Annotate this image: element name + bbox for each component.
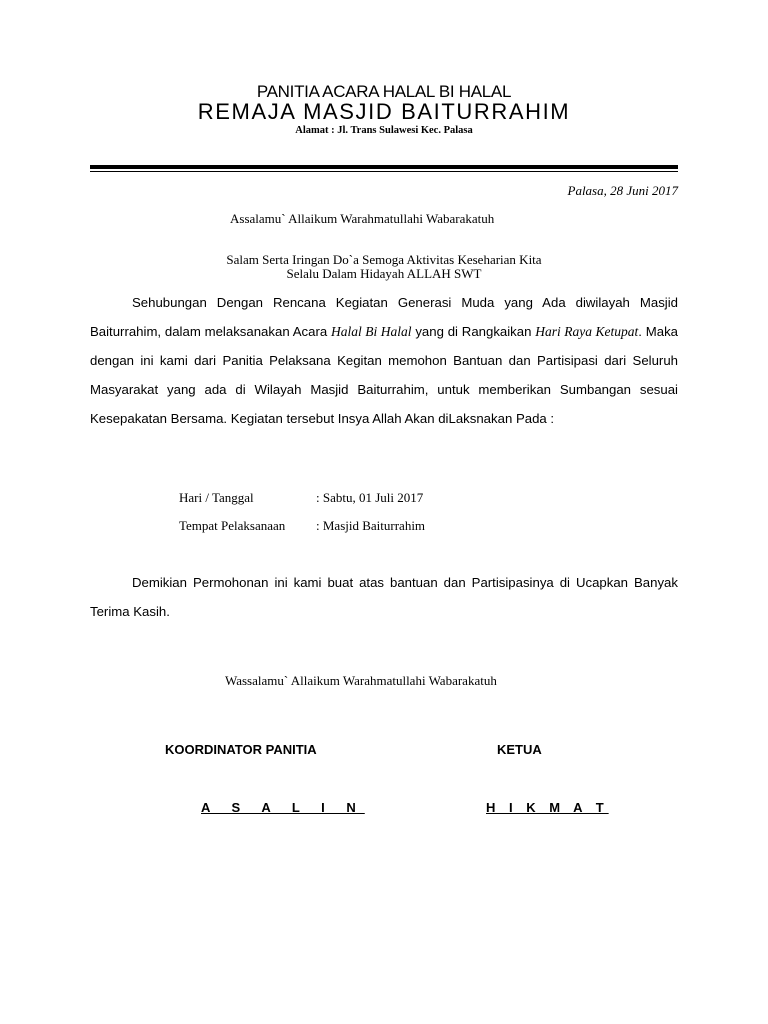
body-paragraph-2: Demikian Permohonan ini kami buat atas bantuan dan Partisipasinya di Ucapkan Banyak Terima Kasih. bbox=[90, 575, 678, 619]
signature-role-coordinator: KOORDINATOR PANITIA bbox=[165, 742, 317, 757]
body1-text-c: . Maka dengan ini kami dari Panitia Pelaksana Kegitan memohon Bantuan dan Partisipasi dari Seluruh Masyarakat yang ada di Wilayah Masjid Baiturrahim, untuk memberikan Sumbangan sesuai Kesepakatan Bersama. Kegiatan tersebut Insya Allah Akan diLaksnakan Pada : bbox=[90, 324, 678, 426]
event-name: Halal Bi Halal bbox=[330, 324, 412, 339]
closing-greeting: Wassalamu` Allaikum Warahmatullahi Wabarakatuh bbox=[225, 673, 497, 688]
detail-label-date: Hari / Tanggal bbox=[179, 490, 254, 505]
header-divider-thin bbox=[90, 171, 678, 172]
detail-value-venue: : Masjid Baiturrahim bbox=[316, 518, 426, 533]
salam-block bbox=[0, 253, 768, 281]
address-line: Alamat : Jl. Trans Sulawesi Kec. Palasa bbox=[295, 125, 473, 136]
signature-name-coordinator: A S A L I N bbox=[201, 800, 365, 815]
detail-value-date: : Sabtu, 01 Juli 2017 bbox=[316, 490, 424, 505]
body1-text-b: yang di Rangkaikan bbox=[411, 324, 536, 339]
opening-greeting: Assalamu` Allaikum Warahmatullahi Wabarakatuh bbox=[230, 211, 495, 226]
salam-line-2: Selalu Dalam Hidayah ALLAH SWT bbox=[286, 266, 482, 281]
signature-name-chair: H I K M A T bbox=[486, 800, 609, 815]
holiday-name: Hari Raya Ketupat bbox=[535, 324, 639, 339]
salam-line-1: Salam Serta Iringan Do`a Semoga Aktivitas Keseharian Kita bbox=[226, 252, 542, 267]
body-paragraph-1 bbox=[90, 288, 678, 433]
signature-role-chair: KETUA bbox=[497, 742, 542, 757]
header-divider-thick bbox=[90, 165, 678, 169]
body1-text-a: Sehubungan Dengan Rencana Kegiatan Generasi Muda yang Ada diwilayah Masjid Baiturrahim, dalam melaksanakan Acara bbox=[90, 295, 678, 339]
detail-label-venue: Tempat Pelaksanaan bbox=[179, 518, 286, 533]
organization-name: REMAJA MASJID BAITURRAHIM bbox=[197, 99, 571, 124]
organizer-title: PANITIA ACARA HALAL BI HALAL bbox=[256, 82, 512, 101]
place-date: Palasa, 28 Juni 2017 bbox=[567, 183, 678, 198]
